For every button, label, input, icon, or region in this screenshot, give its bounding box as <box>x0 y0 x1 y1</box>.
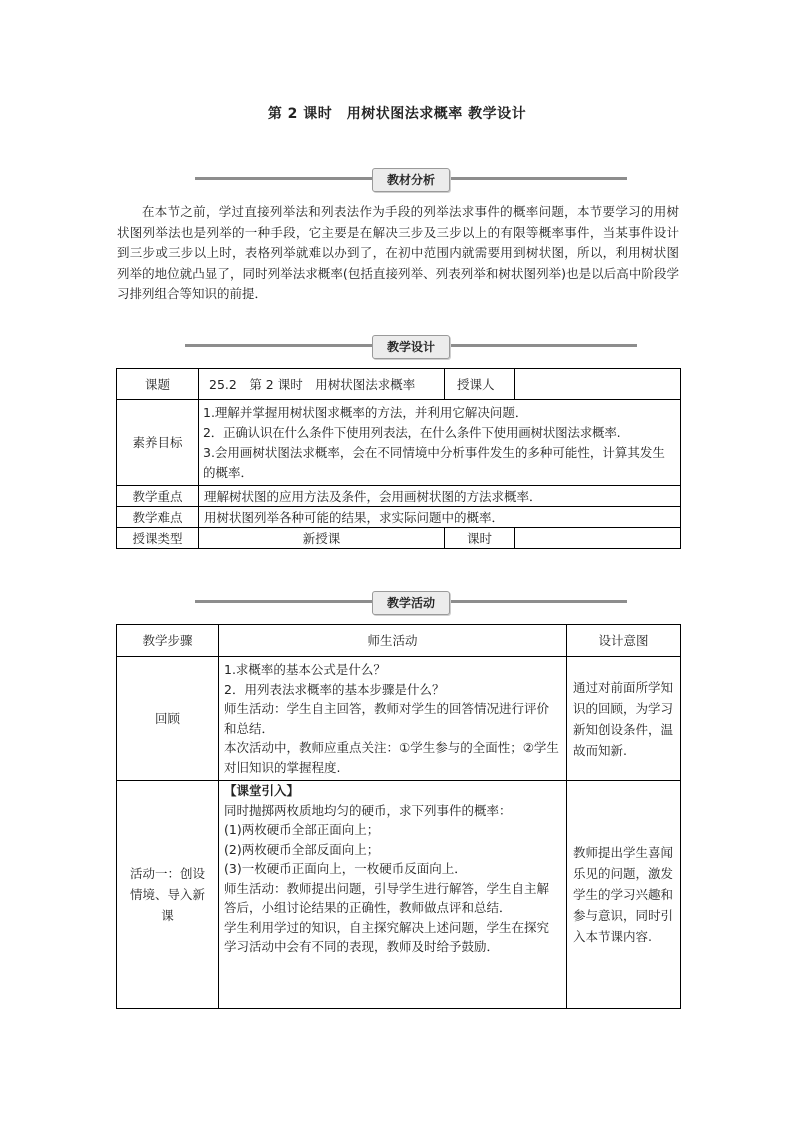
review-step: 回顾 <box>117 657 219 781</box>
review-line: 本次活动中，教师应重点关注：①学生参与的全面性；②学生对旧知识的掌握程度. <box>224 740 559 775</box>
activity1-line: (3)一枚硬币正面向上，一枚硬币反面向上． <box>224 861 467 876</box>
key-label: 教学重点 <box>117 486 199 507</box>
section-badge-analysis: 教材分析 <box>372 168 450 192</box>
goal-item: 2．正确认识在什么条件下使用列表法，在什么条件下使用画树状图法求概率. <box>203 424 621 440</box>
header-intent: 设计意图 <box>567 625 681 657</box>
activity1-intent: 教师提出学生喜闻乐见的问题，激发学生的学习兴趣和参与意识，同时引入本节课内容. <box>567 781 681 1009</box>
page-title: 第 2 课时 用树状图法求概率 教学设计 <box>267 106 527 122</box>
header-activity: 师生活动 <box>219 625 567 657</box>
goal-item: 1.理解并掌握用树状图求概率的方法，并利用它解决问题． <box>203 404 528 420</box>
activity1-line: (1)两枚硬币全部正面向上； <box>224 822 380 837</box>
review-intent: 通过对前面所学知识的回顾，为学习新知创设条件，温故而知新. <box>567 657 681 781</box>
goal-item: 3.会用画树状图法求概率，会在不同情境中分析事件发生的多种可能性，计算其发生的概率． <box>203 444 665 480</box>
difficulty-label: 教学难点 <box>117 507 199 528</box>
type-label: 授课类型 <box>117 528 199 549</box>
activity1-cell <box>219 781 567 1009</box>
review-line: 师生活动：学生自主回答，教师对学生的回答情况进行评价和总结． <box>224 701 550 736</box>
header-step: 教学步骤 <box>117 625 219 657</box>
teacher-value <box>515 369 681 400</box>
activity1-line: 师生活动：教师提出问题，引导学生进行解答，学生自主解答后，小组讨论结果的正确性，教师做点评和总结． <box>224 880 550 915</box>
activity1-heading: 【课堂引入】 <box>224 783 300 798</box>
difficulty-value: 用树状图列举各种可能的结果，求实际问题中的概率． <box>199 507 681 528</box>
goals-label: 素养目标 <box>117 400 199 486</box>
activity1-line: 学生利用学过的知识，自主探究解决上述问题，学生在探究学习活动中会有不同的表现，教师及时给予鼓励． <box>224 919 550 954</box>
section-badge-activities: 教学活动 <box>372 591 450 615</box>
topic-label: 课题 <box>117 369 199 400</box>
review-line: 1.求概率的基本公式是什么？ <box>224 662 386 677</box>
activity1-line: 同时抛掷两枚质地均匀的硬币，求下列事件的概率： <box>224 802 512 818</box>
key-value: 理解树状图的应用方法及条件，会用画树状图的方法求概率． <box>199 486 681 507</box>
section-badge-design: 教学设计 <box>372 335 450 359</box>
activity-table <box>116 624 681 1009</box>
hours-value <box>515 528 681 549</box>
review-activity-cell <box>219 657 567 781</box>
activity1-line: (2)两枚硬币全部反面向上； <box>224 841 380 857</box>
activity1-step: 活动一：创设情境、导入新课 <box>117 781 219 1009</box>
type-value: 新授课 <box>199 528 445 549</box>
topic-value: 25.2 第 2 课时 用树状图法求概率 <box>199 369 445 400</box>
analysis-paragraph: 在本节之前，学过直接列举法和列表法作为手段的列举法求事件的概率问题，本节要学习的用树状图列举法也是列举的一种手段，它主要是在解决三步及三步以上的有限等概率事件，当某事件设计到三步或三步以上时，表格列举就难以办到了，在初中范围内就需要用到树状图，所以，利用树状图列举的地位就凸显了，同时列举法求概率(包括直接列举、列表列举和树状图列举)也是以后高中阶段学习排列组合等知识的前提． <box>117 204 679 301</box>
goals-cell <box>199 400 681 486</box>
design-table <box>116 368 681 549</box>
hours-label: 课时 <box>445 528 515 549</box>
teacher-label: 授课人 <box>445 369 515 400</box>
review-line: 2．用列表法求概率的基本步骤是什么？ <box>224 681 445 697</box>
